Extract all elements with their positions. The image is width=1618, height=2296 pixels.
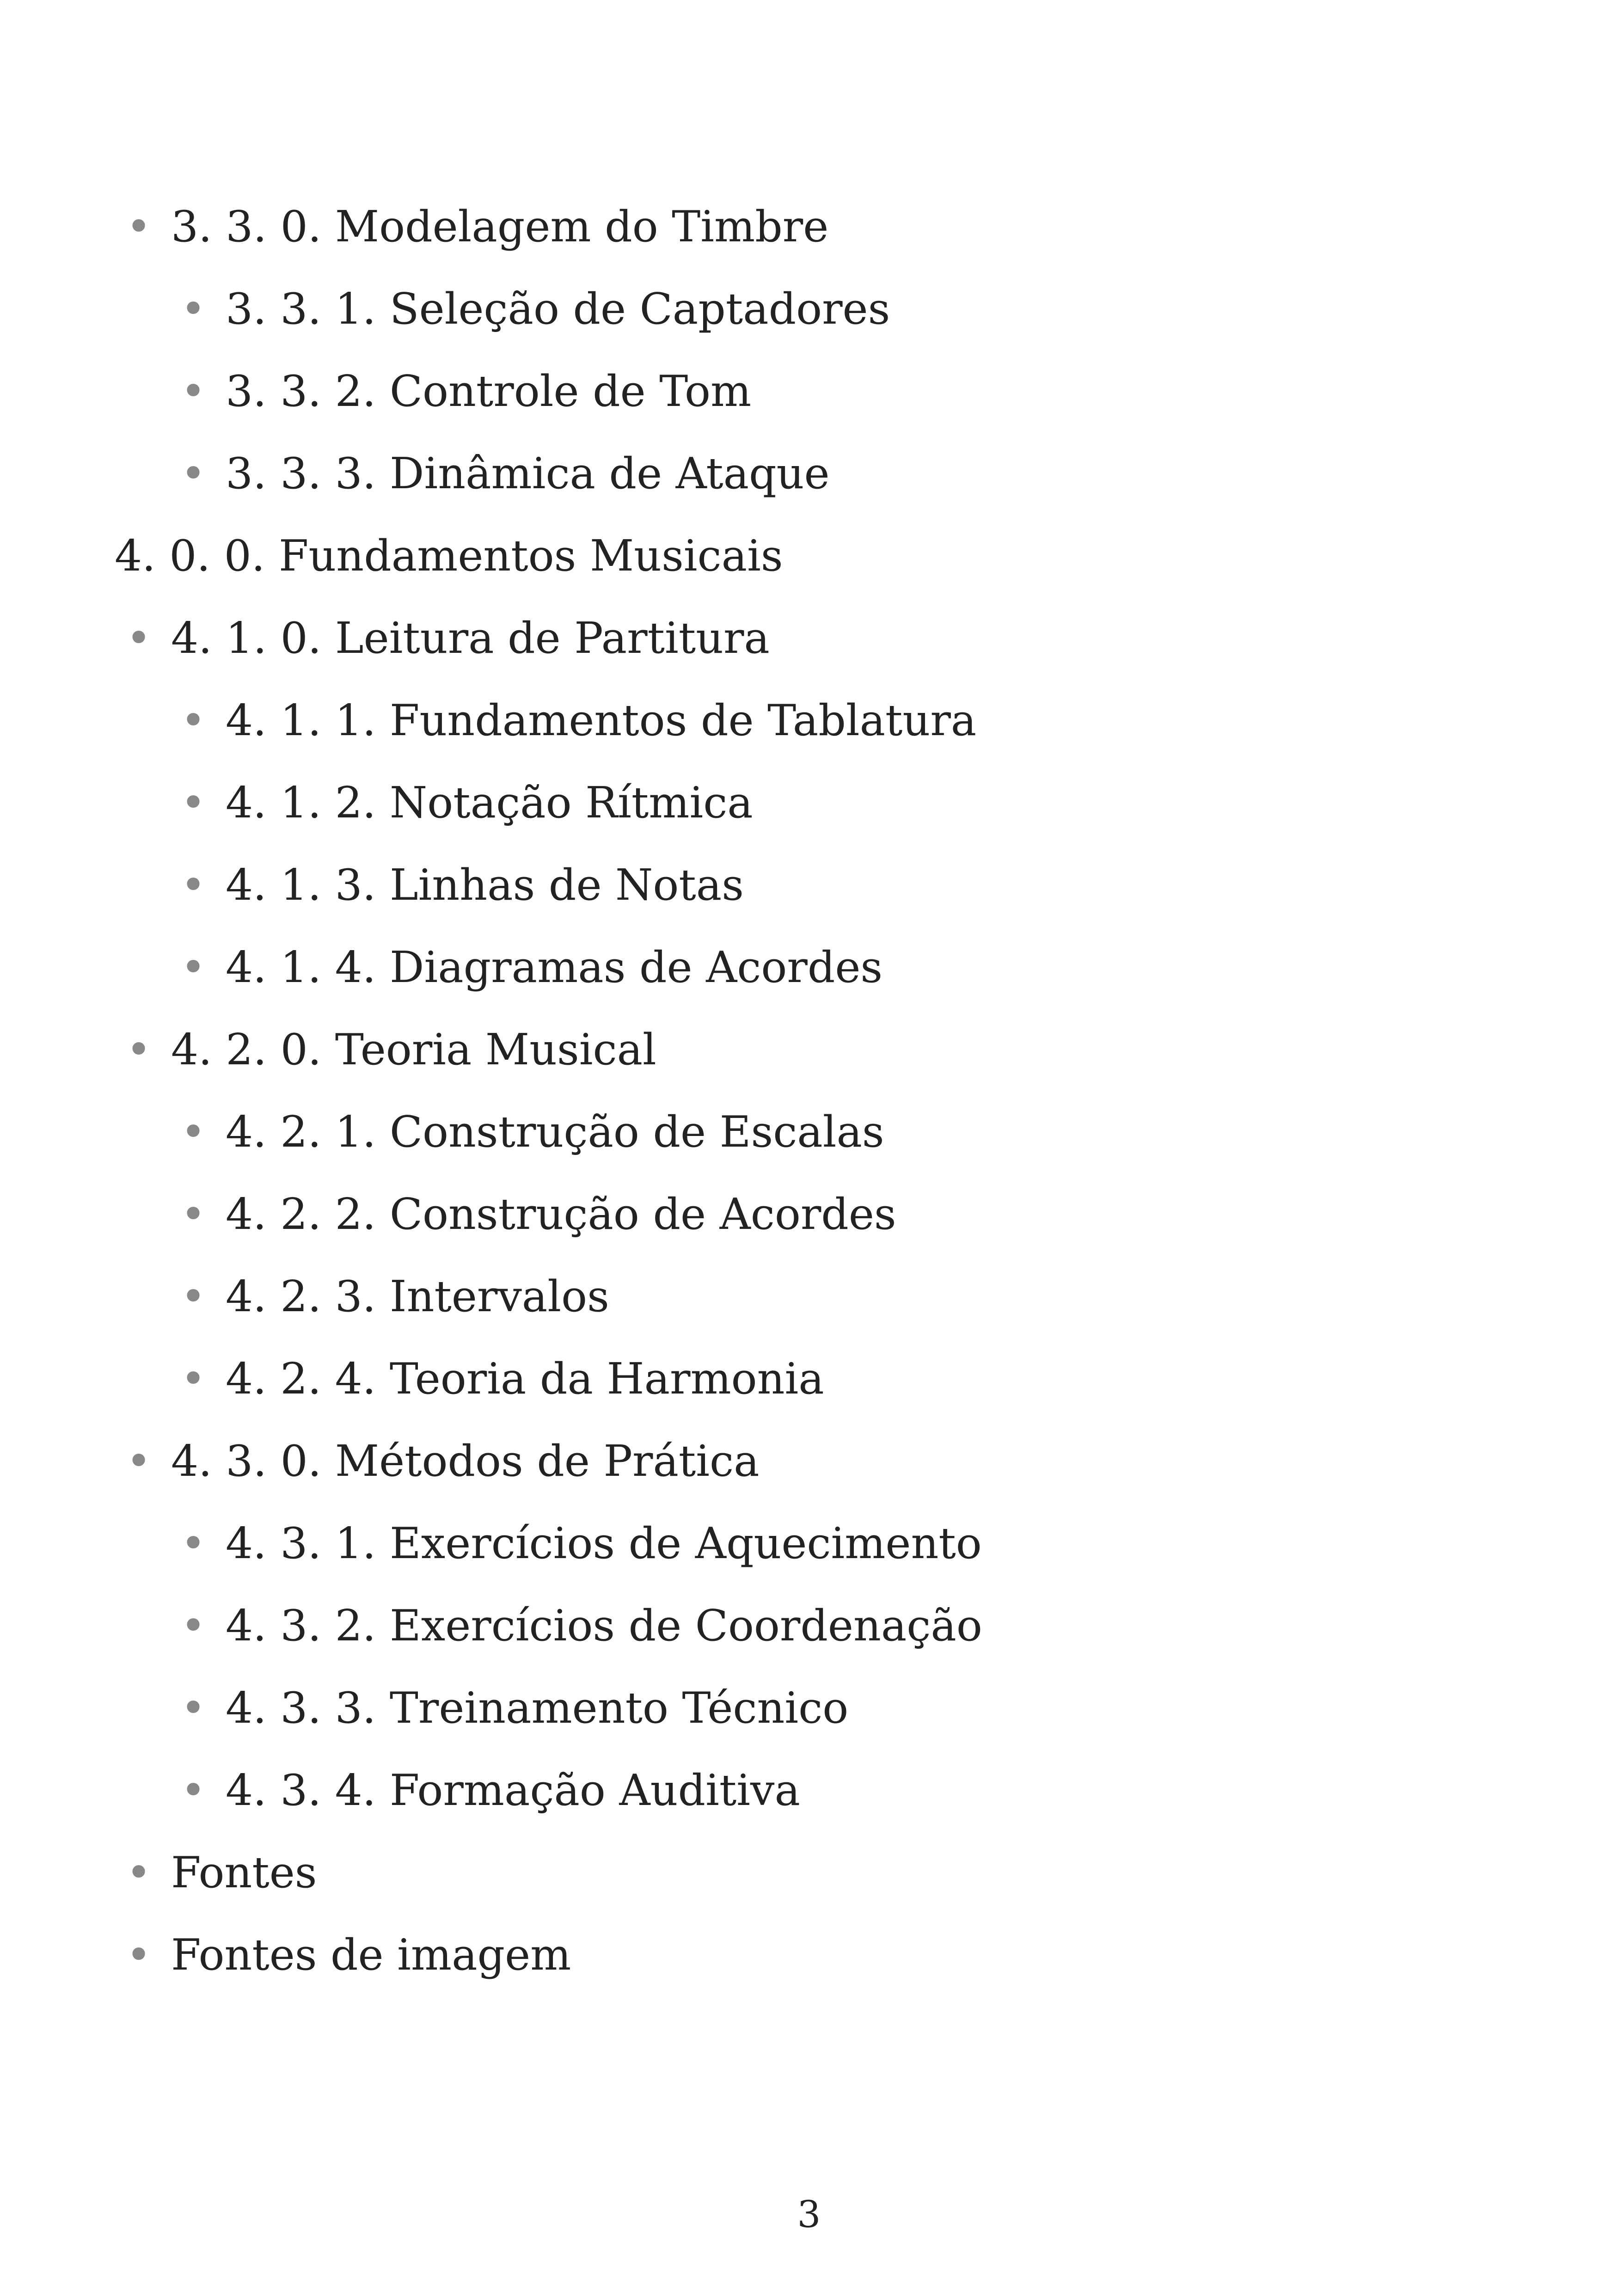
toc-entry[interactable] bbox=[180, 939, 883, 995]
toc-entry-label: 4. 2. 4. Teoria da Harmonia bbox=[226, 1354, 824, 1404]
toc-entry[interactable] bbox=[180, 1762, 800, 1818]
toc-entry[interactable] bbox=[180, 1186, 896, 1242]
bullet-icon: • bbox=[126, 1025, 152, 1074]
page-number: 3 bbox=[797, 2193, 821, 2236]
toc-entry-label: 3. 3. 0. Modelagem do Timbre bbox=[171, 202, 829, 252]
toc-entry-label: 4. 1. 3. Linhas de Notas bbox=[226, 860, 744, 910]
toc-entry-label: 4. 3. 4. Formação Auditiva bbox=[226, 1765, 800, 1815]
toc-entry-label: 4. 1. 0. Leitura de Partitura bbox=[171, 613, 770, 663]
toc-entry[interactable] bbox=[126, 1022, 656, 1077]
toc-entry-label: 4. 1. 4. Diagramas de Acordes bbox=[226, 942, 883, 992]
bullet-icon: • bbox=[126, 1848, 152, 1897]
toc-entry-label: 3. 3. 2. Controle de Tom bbox=[226, 366, 752, 416]
toc-entry[interactable] bbox=[180, 363, 752, 419]
bullet-icon: • bbox=[180, 1107, 206, 1157]
toc-entry[interactable] bbox=[180, 775, 753, 830]
bullet-icon: • bbox=[180, 448, 206, 498]
toc-entry-label: 4. 3. 1. Exercícios de Aquecimento bbox=[226, 1518, 982, 1568]
toc-entry[interactable] bbox=[180, 1516, 982, 1571]
bullet-icon: • bbox=[180, 695, 206, 745]
toc-entry-label: 4. 3. 3. Treinamento Técnico bbox=[226, 1683, 849, 1733]
toc-entry-label: 4. 1. 2. Notação Rítmica bbox=[226, 778, 753, 828]
toc-entry[interactable] bbox=[126, 1845, 317, 1900]
bullet-icon: • bbox=[126, 1930, 152, 1980]
toc-entry[interactable] bbox=[180, 1351, 824, 1406]
toc-entry[interactable] bbox=[115, 528, 783, 583]
bullet-icon: • bbox=[180, 1189, 206, 1239]
bullet-icon: • bbox=[180, 778, 206, 828]
bullet-icon: • bbox=[180, 366, 206, 416]
bullet-icon: • bbox=[180, 1765, 206, 1815]
toc-entry[interactable] bbox=[126, 1433, 760, 1489]
bullet-icon: • bbox=[180, 284, 206, 334]
toc-entry[interactable] bbox=[180, 1269, 609, 1324]
toc-entry-label: 4. 2. 1. Construção de Escalas bbox=[226, 1107, 884, 1157]
toc-entry[interactable] bbox=[180, 857, 744, 913]
bullet-icon: • bbox=[180, 1683, 206, 1733]
toc-entry[interactable] bbox=[126, 1927, 571, 1983]
toc-entry-label: 4. 1. 1. Fundamentos de Tablatura bbox=[226, 695, 977, 745]
toc-entry-label: 4. 2. 0. Teoria Musical bbox=[171, 1025, 656, 1074]
toc-entry-label: 4. 2. 2. Construção de Acordes bbox=[226, 1189, 896, 1239]
toc-entry-label: 3. 3. 3. Dinâmica de Ataque bbox=[226, 448, 830, 498]
toc-entry[interactable] bbox=[180, 281, 890, 337]
toc-entry-label: 4. 2. 3. Intervalos bbox=[226, 1271, 609, 1321]
toc-entry[interactable] bbox=[126, 610, 770, 666]
bullet-icon: • bbox=[180, 1354, 206, 1404]
toc-entry-label: 4. 0. 0. Fundamentos Musicais bbox=[115, 531, 783, 581]
toc-entry-label: 4. 3. 0. Métodos de Prática bbox=[171, 1436, 760, 1486]
bullet-icon: • bbox=[180, 1518, 206, 1568]
toc-entry-label: 3. 3. 1. Seleção de Captadores bbox=[226, 284, 890, 334]
toc-entry[interactable] bbox=[180, 1104, 884, 1160]
toc-entry-label: 4. 3. 2. Exercícios de Coordenação bbox=[226, 1601, 982, 1651]
toc-entry[interactable] bbox=[180, 693, 977, 748]
bullet-icon: • bbox=[180, 860, 206, 910]
bullet-icon: • bbox=[126, 202, 152, 252]
toc-entry[interactable] bbox=[180, 1680, 849, 1736]
toc-entry[interactable] bbox=[180, 446, 830, 501]
toc-entry[interactable] bbox=[126, 199, 829, 254]
bullet-icon: • bbox=[180, 1601, 206, 1651]
bullet-icon: • bbox=[126, 1436, 152, 1486]
toc-entry-label: Fontes de imagem bbox=[171, 1930, 571, 1980]
toc-entry[interactable] bbox=[180, 1598, 982, 1653]
bullet-icon: • bbox=[180, 1271, 206, 1321]
toc-entry-label: Fontes bbox=[171, 1848, 317, 1897]
bullet-icon: • bbox=[180, 942, 206, 992]
bullet-icon: • bbox=[126, 613, 152, 663]
